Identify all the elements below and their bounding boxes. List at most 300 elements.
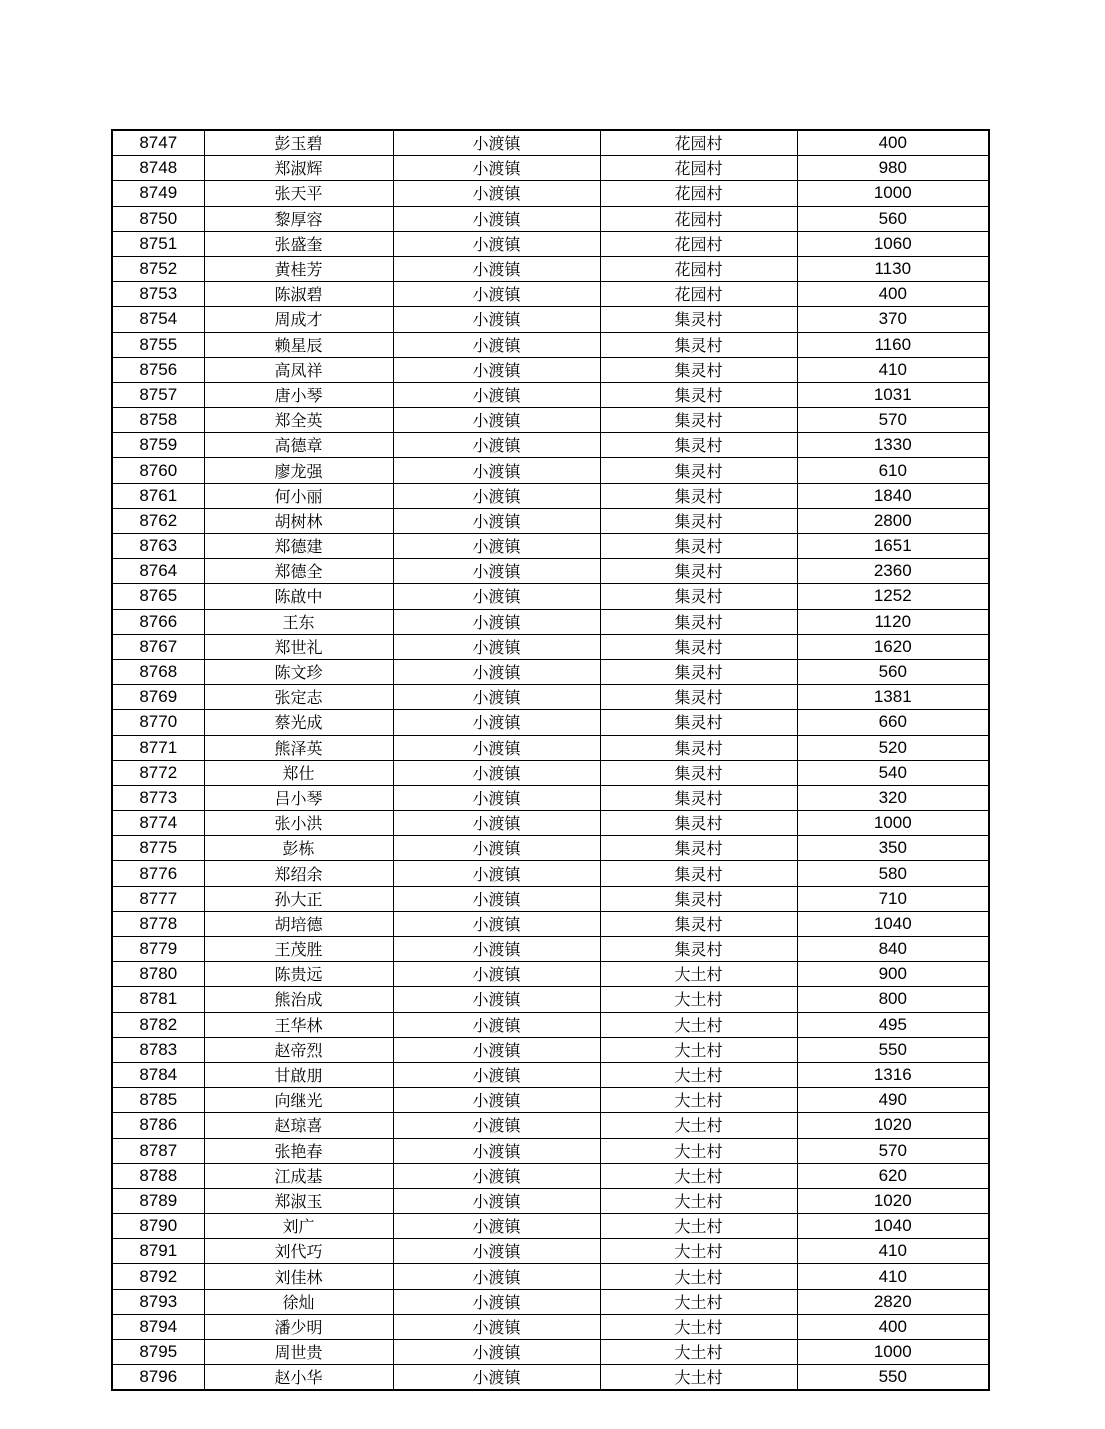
town-cell: 小渡镇	[393, 382, 600, 407]
table-row	[112, 1138, 989, 1163]
table-row	[112, 836, 989, 861]
row-number-cell: 8750	[112, 206, 204, 231]
table-row	[112, 559, 989, 584]
name-cell: 赵帝烈	[204, 1037, 393, 1062]
town-cell: 小渡镇	[393, 231, 600, 256]
amount-cell: 900	[797, 962, 989, 987]
village-cell: 集灵村	[600, 760, 797, 785]
amount-cell: 980	[797, 156, 989, 181]
town-cell: 小渡镇	[393, 1239, 600, 1264]
name-cell: 胡培德	[204, 911, 393, 936]
name-cell: 熊治成	[204, 987, 393, 1012]
name-cell: 高德章	[204, 433, 393, 458]
row-number-cell: 8764	[112, 559, 204, 584]
row-number-cell: 8781	[112, 987, 204, 1012]
row-number-cell: 8787	[112, 1138, 204, 1163]
amount-cell: 1020	[797, 1113, 989, 1138]
table-row	[112, 886, 989, 911]
row-number-cell: 8786	[112, 1113, 204, 1138]
row-number-cell: 8751	[112, 231, 204, 256]
name-cell: 刘佳林	[204, 1264, 393, 1289]
town-cell: 小渡镇	[393, 937, 600, 962]
village-cell: 大土村	[600, 1214, 797, 1239]
amount-cell: 660	[797, 710, 989, 735]
name-cell: 郑淑辉	[204, 156, 393, 181]
amount-cell: 1020	[797, 1188, 989, 1213]
table-row	[112, 760, 989, 785]
name-cell: 陈啟中	[204, 584, 393, 609]
village-cell: 大土村	[600, 1314, 797, 1339]
amount-cell: 1120	[797, 609, 989, 634]
name-cell: 廖龙强	[204, 458, 393, 483]
row-number-cell: 8768	[112, 659, 204, 684]
table-row	[112, 408, 989, 433]
village-cell: 集灵村	[600, 937, 797, 962]
row-number-cell: 8788	[112, 1163, 204, 1188]
row-number-cell: 8778	[112, 911, 204, 936]
table-row	[112, 634, 989, 659]
town-cell: 小渡镇	[393, 911, 600, 936]
row-number-cell: 8780	[112, 962, 204, 987]
amount-cell: 350	[797, 836, 989, 861]
village-cell: 集灵村	[600, 534, 797, 559]
town-cell: 小渡镇	[393, 483, 600, 508]
village-cell: 集灵村	[600, 811, 797, 836]
village-cell: 大土村	[600, 1239, 797, 1264]
town-cell: 小渡镇	[393, 1214, 600, 1239]
table-row	[112, 659, 989, 684]
village-cell: 大土村	[600, 1188, 797, 1213]
town-cell: 小渡镇	[393, 559, 600, 584]
village-cell: 大土村	[600, 1365, 797, 1391]
amount-cell: 490	[797, 1088, 989, 1113]
row-number-cell: 8779	[112, 937, 204, 962]
village-cell: 集灵村	[600, 836, 797, 861]
row-number-cell: 8770	[112, 710, 204, 735]
name-cell: 刘代巧	[204, 1239, 393, 1264]
name-cell: 何小丽	[204, 483, 393, 508]
amount-cell: 800	[797, 987, 989, 1012]
name-cell: 潘少明	[204, 1314, 393, 1339]
amount-cell: 495	[797, 1012, 989, 1037]
row-number-cell: 8796	[112, 1365, 204, 1391]
name-cell: 黎厚容	[204, 206, 393, 231]
amount-cell: 1316	[797, 1062, 989, 1087]
town-cell: 小渡镇	[393, 433, 600, 458]
village-cell: 集灵村	[600, 408, 797, 433]
table-row	[112, 256, 989, 281]
row-number-cell: 8776	[112, 861, 204, 886]
amount-cell: 2360	[797, 559, 989, 584]
row-number-cell: 8773	[112, 785, 204, 810]
row-number-cell: 8748	[112, 156, 204, 181]
table-row	[112, 937, 989, 962]
table-row	[112, 508, 989, 533]
village-cell: 大土村	[600, 1340, 797, 1365]
town-cell: 小渡镇	[393, 282, 600, 307]
village-cell: 集灵村	[600, 508, 797, 533]
village-cell: 集灵村	[600, 886, 797, 911]
name-cell: 赵琼喜	[204, 1113, 393, 1138]
table-row	[112, 282, 989, 307]
amount-cell: 550	[797, 1365, 989, 1391]
name-cell: 黄桂芳	[204, 256, 393, 281]
table-row	[112, 458, 989, 483]
amount-cell: 560	[797, 659, 989, 684]
name-cell: 蔡光成	[204, 710, 393, 735]
table-row	[112, 710, 989, 735]
village-cell: 大土村	[600, 1138, 797, 1163]
table-row	[112, 1012, 989, 1037]
row-number-cell: 8752	[112, 256, 204, 281]
town-cell: 小渡镇	[393, 206, 600, 231]
row-number-cell: 8775	[112, 836, 204, 861]
village-cell: 集灵村	[600, 609, 797, 634]
amount-cell: 610	[797, 458, 989, 483]
row-number-cell: 8785	[112, 1088, 204, 1113]
name-cell: 唐小琴	[204, 382, 393, 407]
name-cell: 陈淑碧	[204, 282, 393, 307]
table-row	[112, 1062, 989, 1087]
village-cell: 集灵村	[600, 584, 797, 609]
town-cell: 小渡镇	[393, 357, 600, 382]
table-row	[112, 156, 989, 181]
name-cell: 赖星辰	[204, 332, 393, 357]
row-number-cell: 8756	[112, 357, 204, 382]
town-cell: 小渡镇	[393, 458, 600, 483]
table-row	[112, 1163, 989, 1188]
amount-cell: 1000	[797, 1340, 989, 1365]
village-cell: 集灵村	[600, 559, 797, 584]
amount-cell: 410	[797, 1239, 989, 1264]
village-cell: 大土村	[600, 1088, 797, 1113]
village-cell: 大土村	[600, 1012, 797, 1037]
row-number-cell: 8791	[112, 1239, 204, 1264]
name-cell: 胡树林	[204, 508, 393, 533]
name-cell: 孙大正	[204, 886, 393, 911]
town-cell: 小渡镇	[393, 1088, 600, 1113]
table-row	[112, 357, 989, 382]
town-cell: 小渡镇	[393, 508, 600, 533]
village-cell: 集灵村	[600, 861, 797, 886]
village-cell: 集灵村	[600, 710, 797, 735]
name-cell: 赵小华	[204, 1365, 393, 1391]
village-cell: 大土村	[600, 1062, 797, 1087]
table-row	[112, 1239, 989, 1264]
village-cell: 集灵村	[600, 332, 797, 357]
amount-cell: 1040	[797, 1214, 989, 1239]
village-cell: 大土村	[600, 987, 797, 1012]
town-cell: 小渡镇	[393, 685, 600, 710]
amount-cell: 1840	[797, 483, 989, 508]
town-cell: 小渡镇	[393, 1340, 600, 1365]
amount-cell: 370	[797, 307, 989, 332]
town-cell: 小渡镇	[393, 256, 600, 281]
row-number-cell: 8755	[112, 332, 204, 357]
town-cell: 小渡镇	[393, 811, 600, 836]
amount-cell: 1040	[797, 911, 989, 936]
amount-cell: 1330	[797, 433, 989, 458]
amount-cell: 1000	[797, 811, 989, 836]
name-cell: 周成才	[204, 307, 393, 332]
table-row	[112, 1188, 989, 1213]
town-cell: 小渡镇	[393, 156, 600, 181]
amount-cell: 1130	[797, 256, 989, 281]
village-cell: 集灵村	[600, 785, 797, 810]
row-number-cell: 8749	[112, 181, 204, 206]
name-cell: 王华林	[204, 1012, 393, 1037]
table-row	[112, 332, 989, 357]
name-cell: 熊泽英	[204, 735, 393, 760]
table-row	[112, 1289, 989, 1314]
name-cell: 吕小琴	[204, 785, 393, 810]
row-number-cell: 8767	[112, 634, 204, 659]
name-cell: 郑世礼	[204, 634, 393, 659]
town-cell: 小渡镇	[393, 1188, 600, 1213]
name-cell: 王东	[204, 609, 393, 634]
name-cell: 郑德建	[204, 534, 393, 559]
amount-cell: 540	[797, 760, 989, 785]
table-row	[112, 231, 989, 256]
row-number-cell: 8793	[112, 1289, 204, 1314]
row-number-cell: 8765	[112, 584, 204, 609]
town-cell: 小渡镇	[393, 760, 600, 785]
table-row	[112, 609, 989, 634]
data-table	[111, 129, 990, 1391]
name-cell: 郑绍余	[204, 861, 393, 886]
town-cell: 小渡镇	[393, 735, 600, 760]
amount-cell: 1000	[797, 181, 989, 206]
town-cell: 小渡镇	[393, 785, 600, 810]
town-cell: 小渡镇	[393, 1113, 600, 1138]
row-number-cell: 8794	[112, 1314, 204, 1339]
row-number-cell: 8772	[112, 760, 204, 785]
row-number-cell: 8757	[112, 382, 204, 407]
town-cell: 小渡镇	[393, 836, 600, 861]
name-cell: 张盛奎	[204, 231, 393, 256]
row-number-cell: 8777	[112, 886, 204, 911]
row-number-cell: 8774	[112, 811, 204, 836]
village-cell: 大土村	[600, 1113, 797, 1138]
town-cell: 小渡镇	[393, 307, 600, 332]
row-number-cell: 8747	[112, 130, 204, 156]
amount-cell: 1381	[797, 685, 989, 710]
name-cell: 郑德全	[204, 559, 393, 584]
town-cell: 小渡镇	[393, 408, 600, 433]
row-number-cell: 8753	[112, 282, 204, 307]
amount-cell: 400	[797, 1314, 989, 1339]
village-cell: 花园村	[600, 130, 797, 156]
village-cell: 花园村	[600, 206, 797, 231]
table-row	[112, 130, 989, 156]
amount-cell: 2820	[797, 1289, 989, 1314]
village-cell: 花园村	[600, 256, 797, 281]
row-number-cell: 8771	[112, 735, 204, 760]
table-row	[112, 307, 989, 332]
row-number-cell: 8759	[112, 433, 204, 458]
amount-cell: 580	[797, 861, 989, 886]
row-number-cell: 8783	[112, 1037, 204, 1062]
amount-cell: 1620	[797, 634, 989, 659]
amount-cell: 710	[797, 886, 989, 911]
table-row	[112, 735, 989, 760]
table-row	[112, 534, 989, 559]
table-row	[112, 584, 989, 609]
table-row	[112, 1088, 989, 1113]
town-cell: 小渡镇	[393, 1289, 600, 1314]
name-cell: 王茂胜	[204, 937, 393, 962]
village-cell: 大土村	[600, 1264, 797, 1289]
amount-cell: 320	[797, 785, 989, 810]
town-cell: 小渡镇	[393, 634, 600, 659]
village-cell: 大土村	[600, 1289, 797, 1314]
town-cell: 小渡镇	[393, 710, 600, 735]
name-cell: 甘啟朋	[204, 1062, 393, 1087]
name-cell: 张天平	[204, 181, 393, 206]
amount-cell: 620	[797, 1163, 989, 1188]
village-cell: 集灵村	[600, 458, 797, 483]
town-cell: 小渡镇	[393, 181, 600, 206]
village-cell: 集灵村	[600, 911, 797, 936]
row-number-cell: 8754	[112, 307, 204, 332]
name-cell: 刘广	[204, 1214, 393, 1239]
row-number-cell: 8769	[112, 685, 204, 710]
amount-cell: 560	[797, 206, 989, 231]
row-number-cell: 8760	[112, 458, 204, 483]
table-row	[112, 911, 989, 936]
village-cell: 集灵村	[600, 735, 797, 760]
town-cell: 小渡镇	[393, 1264, 600, 1289]
amount-cell: 400	[797, 282, 989, 307]
town-cell: 小渡镇	[393, 886, 600, 911]
name-cell: 彭栋	[204, 836, 393, 861]
name-cell: 陈文珍	[204, 659, 393, 684]
village-cell: 集灵村	[600, 307, 797, 332]
village-cell: 大土村	[600, 1163, 797, 1188]
name-cell: 张定志	[204, 685, 393, 710]
row-number-cell: 8758	[112, 408, 204, 433]
name-cell: 高凤祥	[204, 357, 393, 382]
table-row	[112, 1340, 989, 1365]
table-row	[112, 987, 989, 1012]
table-row	[112, 962, 989, 987]
town-cell: 小渡镇	[393, 1062, 600, 1087]
village-cell: 集灵村	[600, 685, 797, 710]
town-cell: 小渡镇	[393, 332, 600, 357]
name-cell: 张小洪	[204, 811, 393, 836]
table-row	[112, 1314, 989, 1339]
table-row	[112, 433, 989, 458]
village-cell: 集灵村	[600, 357, 797, 382]
row-number-cell: 8766	[112, 609, 204, 634]
name-cell: 周世贵	[204, 1340, 393, 1365]
name-cell: 向继光	[204, 1088, 393, 1113]
town-cell: 小渡镇	[393, 1163, 600, 1188]
amount-cell: 1160	[797, 332, 989, 357]
name-cell: 张艳春	[204, 1138, 393, 1163]
town-cell: 小渡镇	[393, 987, 600, 1012]
town-cell: 小渡镇	[393, 659, 600, 684]
village-cell: 花园村	[600, 156, 797, 181]
amount-cell: 400	[797, 130, 989, 156]
town-cell: 小渡镇	[393, 1138, 600, 1163]
table-row	[112, 181, 989, 206]
row-number-cell: 8795	[112, 1340, 204, 1365]
table-row	[112, 1037, 989, 1062]
village-cell: 集灵村	[600, 634, 797, 659]
village-cell: 集灵村	[600, 433, 797, 458]
amount-cell: 520	[797, 735, 989, 760]
row-number-cell: 8782	[112, 1012, 204, 1037]
amount-cell: 1651	[797, 534, 989, 559]
village-cell: 花园村	[600, 231, 797, 256]
town-cell: 小渡镇	[393, 609, 600, 634]
name-cell: 郑淑玉	[204, 1188, 393, 1213]
town-cell: 小渡镇	[393, 1365, 600, 1391]
town-cell: 小渡镇	[393, 584, 600, 609]
table-row	[112, 1264, 989, 1289]
amount-cell: 410	[797, 1264, 989, 1289]
amount-cell: 1060	[797, 231, 989, 256]
town-cell: 小渡镇	[393, 861, 600, 886]
table-row	[112, 685, 989, 710]
row-number-cell: 8763	[112, 534, 204, 559]
table-row	[112, 1113, 989, 1138]
village-cell: 集灵村	[600, 483, 797, 508]
row-number-cell: 8792	[112, 1264, 204, 1289]
row-number-cell: 8761	[112, 483, 204, 508]
amount-cell: 550	[797, 1037, 989, 1062]
village-cell: 大土村	[600, 1037, 797, 1062]
row-number-cell: 8784	[112, 1062, 204, 1087]
amount-cell: 1252	[797, 584, 989, 609]
village-cell: 花园村	[600, 282, 797, 307]
amount-cell: 570	[797, 1138, 989, 1163]
row-number-cell: 8789	[112, 1188, 204, 1213]
row-number-cell: 8762	[112, 508, 204, 533]
town-cell: 小渡镇	[393, 1314, 600, 1339]
village-cell: 大土村	[600, 962, 797, 987]
village-cell: 集灵村	[600, 659, 797, 684]
table-row	[112, 1214, 989, 1239]
name-cell: 郑全英	[204, 408, 393, 433]
town-cell: 小渡镇	[393, 1012, 600, 1037]
amount-cell: 1031	[797, 382, 989, 407]
table-row	[112, 785, 989, 810]
table-row	[112, 483, 989, 508]
row-number-cell: 8790	[112, 1214, 204, 1239]
name-cell: 彭玉碧	[204, 130, 393, 156]
amount-cell: 840	[797, 937, 989, 962]
table-row	[112, 811, 989, 836]
table-row	[112, 206, 989, 231]
table-row	[112, 861, 989, 886]
town-cell: 小渡镇	[393, 962, 600, 987]
amount-cell: 410	[797, 357, 989, 382]
village-cell: 集灵村	[600, 382, 797, 407]
name-cell: 陈贵远	[204, 962, 393, 987]
table-row	[112, 382, 989, 407]
name-cell: 徐灿	[204, 1289, 393, 1314]
amount-cell: 570	[797, 408, 989, 433]
town-cell: 小渡镇	[393, 130, 600, 156]
town-cell: 小渡镇	[393, 1037, 600, 1062]
amount-cell: 2800	[797, 508, 989, 533]
table-row	[112, 1365, 989, 1391]
village-cell: 花园村	[600, 181, 797, 206]
name-cell: 江成基	[204, 1163, 393, 1188]
town-cell: 小渡镇	[393, 534, 600, 559]
